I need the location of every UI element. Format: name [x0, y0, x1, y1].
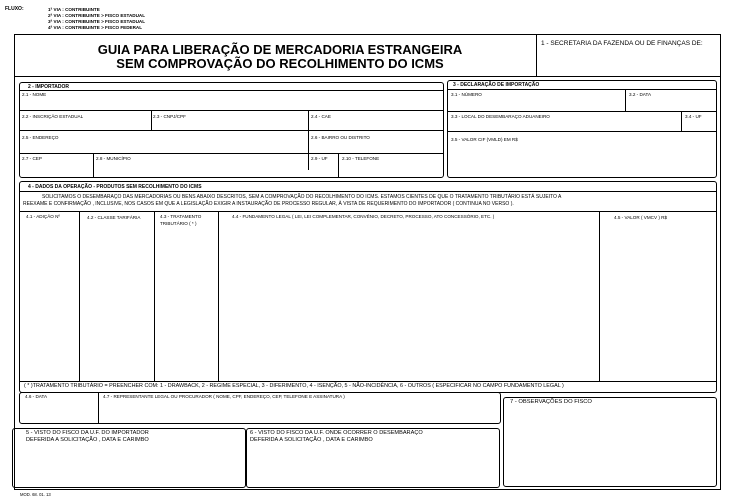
- col-adicao: 4.1 - ADIÇÃO Nº: [26, 214, 61, 219]
- visto5-line2: DEFERIDA A SOLICITAÇÃO , DATA E CARIMBO: [26, 437, 149, 443]
- data-label: 3.2 - DATA: [629, 92, 652, 97]
- title-divider: [536, 34, 537, 76]
- vline-cnpj: [151, 110, 152, 130]
- cae-label: 2.4 - CAE: [311, 114, 331, 119]
- inscricao-label: 2.2 - INSCRIÇÃO ESTADUAL: [22, 114, 84, 119]
- secretaria-label: 1 - SECRETARIA DA FAZENDA OU DE FINANÇAS DE:: [541, 40, 703, 47]
- row-line-2: [19, 130, 444, 131]
- vline-valor: [599, 211, 600, 381]
- flux-line-3: 3ª VIA : CONTRIBUINTE > FISCO ESTADUAL: [48, 19, 146, 24]
- cnpj-label: 2.3 - CNPJ/CPF: [153, 114, 186, 119]
- operacao-text-line2: REEXAME E CONFIRMAÇÃO , INCLUSIVE, NOS CASOS EM QUE A LEGISLAÇÃO EXIGIR A INSTAURAÇÃO DE PROCESSO REGULAR, À VISTA DE REQUERIMENTO DO IMPORTADOR ( CONTINUA NO VERSO ).: [23, 201, 514, 207]
- uf-label: 2.9 - UF: [311, 156, 328, 161]
- flux-label: FLUXO:: [5, 6, 24, 12]
- row-line-1: [19, 110, 444, 111]
- operacao-section: [19, 181, 717, 393]
- numero-label: 3.1 - NÚMERO: [451, 92, 482, 97]
- uf34-label: 3.4 - UF: [685, 114, 702, 119]
- nome-label: 2.1 - NOME: [22, 92, 47, 97]
- endereco-label: 2.5 - ENDEREÇO: [22, 135, 59, 140]
- declaracao-row-line-2: [447, 131, 717, 132]
- observacoes-section: [503, 397, 717, 487]
- observacoes-label: 7 - OBSERVAÇÕES DO FISCO: [510, 399, 592, 405]
- row-line-3: [19, 153, 444, 154]
- representante-label: 4.7 - REPRESENTANTE LEGAL OU PROCURADOR ( NOME, CPF, ENDEREÇO, CEP, TELEFONE E ASSINATURA ): [103, 394, 345, 399]
- vline-telefone: [338, 153, 339, 178]
- vline-uf34: [681, 111, 682, 131]
- flux-line-4: 4ª VIA : CONTRIBUINTE > FISCO FEDERAL: [48, 25, 143, 30]
- data-46-label: 4.6 - DATA: [25, 394, 48, 399]
- vline-municipio: [93, 153, 94, 178]
- form-title-line1: GUIA PARA LIBERAÇÃO DE MERCADORIA ESTRANGEIRA: [97, 42, 463, 57]
- nome-field[interactable]: [20, 91, 443, 110]
- visto6-line2: DEFERIDA A SOLICITAÇÃO , DATA E CARIMBO: [250, 437, 373, 443]
- vline-fund: [218, 211, 219, 381]
- operacao-title: 4 - DADOS DA OPERAÇÃO - PRODUTOS SEM RECOLHIMENTO DO ICMS: [28, 184, 202, 190]
- tratamento-footnote: ( * )TRATAMENTO TRIBUTÁRIO = PREENCHER COM: 1 - DRAWBACK, 2 - REGIME ESPECIAL, 3 - DIFERIMENTO, 4 - ISENÇÃO, 5 - NÃO-INCIDÊNCIA, 6 - OUTROS ( ESPECIFICAR NO CAMPO FUNDAMENTO LEGAL ): [24, 383, 564, 389]
- declaracao-title: 3 - DECLARAÇÃO DE IMPORTAÇÃO: [453, 82, 540, 88]
- cep-label: 2.7 - CEP: [22, 156, 42, 161]
- telefone-label: 2.10 - TELEFONE: [342, 156, 380, 161]
- visto5-line1: 5 - VISTO DO FISCO DA U.F. DO IMPORTADOR: [26, 430, 149, 436]
- vline-cae: [308, 110, 309, 170]
- declaracao-row-line-1: [447, 111, 717, 112]
- col-tratamento-1: 4.3 - TRATAMENTO: [160, 214, 202, 219]
- declaracao-section: [447, 80, 717, 178]
- operacao-header-line: [19, 191, 717, 192]
- local-label: 3.3 - LOCAL DO DESEMBARAÇO ADUANEIRO: [451, 114, 550, 119]
- vline-representante: [98, 392, 99, 424]
- col-valor: 4.5 - VALOR ( VMCV ) R$: [614, 215, 668, 220]
- form-title-line2: SEM COMPROVAÇÃO DO RECOLHIMENTO DO ICMS: [116, 56, 444, 71]
- vline-data: [625, 89, 626, 111]
- flux-line-2: 2ª VIA : CONTRIBUINTE > FISCO ESTADUAL: [48, 13, 146, 18]
- vline-trat: [154, 211, 155, 381]
- title-bottom-line: [14, 76, 721, 77]
- operacao-text-line1: SOLICITAMOS O DESEMBARAÇO DAS MERCADORIAS OU BENS ABAIXO DESCRITOS, SEM A COMPROVAÇÃO DO RECOLHIMENTO DO ICMS. ESTAMOS CIENTES DE QUE O TRATAMENTO TRIBUTÁRIO ESTÁ SUJEITO A: [42, 194, 562, 200]
- vline-classe: [79, 211, 80, 381]
- operacao-table-bottom: [19, 381, 717, 382]
- valor-cif-label: 3.5 - VALOR CIF (VMLD) EM R$: [451, 137, 518, 142]
- bairro-label: 2.6 - BAIRRO OU DISTRITO: [311, 135, 370, 140]
- declaracao-header-line: [447, 89, 717, 90]
- model-code: MOD. 68. 01. 13: [20, 492, 51, 497]
- importador-title: 2 - IMPORTADOR: [28, 84, 70, 90]
- municipio-label: 2.8 - MUNICÍPIO: [96, 156, 131, 161]
- operacao-table-top: [19, 211, 717, 212]
- col-tratamento-2: TRIBUTÁRIO ( * ): [160, 221, 197, 226]
- flux-line-1: 1ª VIA : CONTRIBUINTE: [48, 7, 100, 12]
- col-fundamento: 4.4 - FUNDAMENTO LEGAL ( LEI, LEI COMPLEMENTAR, CONVÊNIO, DECRETO, PROCESSO, ATO CONCESSÓRIO, ETC. ): [232, 214, 495, 219]
- visto6-line1: 6 - VISTO DO FISCO DA U.F. ONDE OCORRER O DESEMBARAÇO: [250, 430, 423, 436]
- col-classe: 4.2 - CLASSE TARIFÁRIA: [87, 215, 141, 220]
